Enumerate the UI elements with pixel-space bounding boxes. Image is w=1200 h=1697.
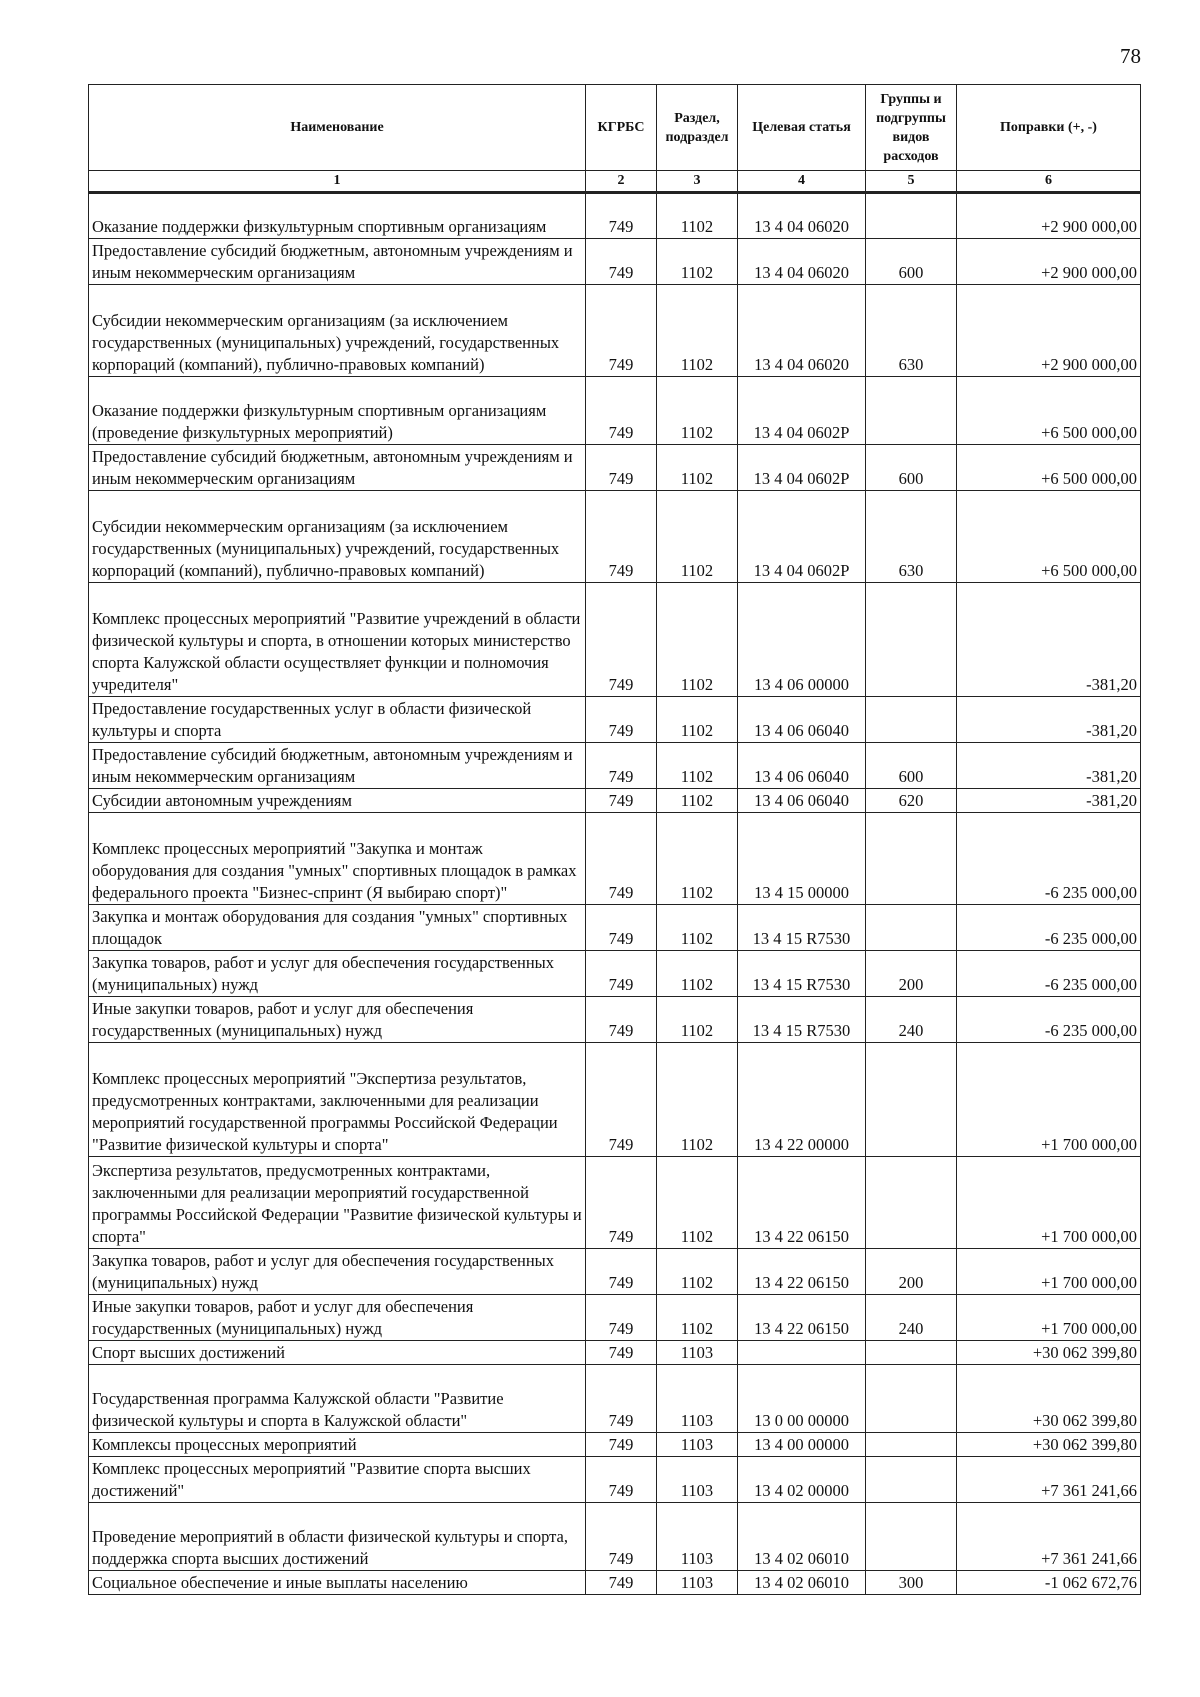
row-expense-group-cell — [866, 1157, 957, 1249]
row-kgrbs-cell: 749 — [586, 1043, 657, 1157]
row-expense-group-cell: 200 — [866, 1249, 957, 1295]
row-target-article-cell: 13 4 04 0602Р — [738, 445, 866, 491]
header-amendments: Поправки (+, -) — [957, 85, 1141, 171]
row-kgrbs-cell: 749 — [586, 1457, 657, 1503]
row-expense-group-cell — [866, 1043, 957, 1157]
row-razdel-cell: 1102 — [657, 951, 738, 997]
row-razdel-cell: 1103 — [657, 1433, 738, 1457]
row-target-article-cell: 13 4 15 R7530 — [738, 997, 866, 1043]
row-name-cell: Социальное обеспечение и иные выплаты населению — [89, 1571, 586, 1595]
table-row — [89, 445, 1141, 491]
table-row — [89, 239, 1141, 285]
row-name-cell: Комплекс процессных мероприятий "Закупка и монтаж оборудования для создания "умных" спортивных площадок в рамках федерального проекта "Бизнес-спринт (Я выбираю спорт)" — [89, 813, 586, 905]
row-kgrbs-cell: 749 — [586, 193, 657, 239]
row-expense-group-cell — [866, 1503, 957, 1571]
row-target-article-cell: 13 4 22 06150 — [738, 1157, 866, 1249]
table-row — [89, 813, 1141, 905]
table-row — [89, 491, 1141, 583]
header-kgrbs: КГРБС — [586, 85, 657, 171]
row-expense-group-cell — [866, 1457, 957, 1503]
row-amount-cell: -6 235 000,00 — [957, 905, 1141, 951]
row-amount-cell: +7 361 241,66 — [957, 1457, 1141, 1503]
table-row — [89, 743, 1141, 789]
row-razdel-cell: 1103 — [657, 1503, 738, 1571]
row-expense-group-cell — [866, 1341, 957, 1365]
row-expense-group-cell: 300 — [866, 1571, 957, 1595]
row-amount-cell: +6 500 000,00 — [957, 491, 1141, 583]
row-kgrbs-cell: 749 — [586, 1157, 657, 1249]
row-name-cell: Субсидии автономным учреждениям — [89, 789, 586, 813]
row-razdel-cell: 1103 — [657, 1457, 738, 1503]
row-amount-cell: +7 361 241,66 — [957, 1503, 1141, 1571]
row-name-cell: Закупка товаров, работ и услуг для обеспечения государственных (муниципальных) нужд — [89, 951, 586, 997]
row-razdel-cell: 1102 — [657, 905, 738, 951]
row-target-article-cell: 13 4 15 R7530 — [738, 905, 866, 951]
row-razdel-cell: 1102 — [657, 813, 738, 905]
row-kgrbs-cell: 749 — [586, 377, 657, 445]
table-row — [89, 1571, 1141, 1595]
row-target-article-cell: 13 4 02 06010 — [738, 1571, 866, 1595]
row-amount-cell: +30 062 399,80 — [957, 1341, 1141, 1365]
table-row — [89, 193, 1141, 239]
row-name-cell: Государственная программа Калужской области "Развитие физической культуры и спорта в Калужской области" — [89, 1365, 586, 1433]
row-expense-group-cell — [866, 697, 957, 743]
row-expense-group-cell: 600 — [866, 445, 957, 491]
row-name-cell: Субсидии некоммерческим организациям (за исключением государственных (муниципальных) учреждений, государственных корпораций (компаний), публично-правовых компаний) — [89, 491, 586, 583]
row-target-article-cell: 13 4 15 R7530 — [738, 951, 866, 997]
row-kgrbs-cell: 749 — [586, 1341, 657, 1365]
row-expense-group-cell: 620 — [866, 789, 957, 813]
table-row — [89, 697, 1141, 743]
row-amount-cell: -6 235 000,00 — [957, 997, 1141, 1043]
table-row — [89, 1365, 1141, 1433]
row-expense-group-cell — [866, 583, 957, 697]
row-name-cell: Субсидии некоммерческим организациям (за исключением государственных (муниципальных) учреждений, государственных корпораций (компаний), публично-правовых компаний) — [89, 285, 586, 377]
table-row — [89, 583, 1141, 697]
row-target-article-cell: 13 4 02 06010 — [738, 1503, 866, 1571]
row-target-article-cell: 13 4 04 06020 — [738, 193, 866, 239]
row-amount-cell: +6 500 000,00 — [957, 377, 1141, 445]
row-name-cell: Иные закупки товаров, работ и услуг для обеспечения государственных (муниципальных) нужд — [89, 1295, 586, 1341]
row-expense-group-cell — [866, 905, 957, 951]
table-row — [89, 1503, 1141, 1571]
row-target-article-cell — [738, 1341, 866, 1365]
row-expense-group-cell — [866, 377, 957, 445]
row-kgrbs-cell: 749 — [586, 743, 657, 789]
row-amount-cell: -381,20 — [957, 789, 1141, 813]
row-name-cell: Комплекс процессных мероприятий "Экспертиза результатов, предусмотренных контрактами, заключенными для реализации мероприятий государственной программы Российской Федерации "Развитие физической культуры и спорта" — [89, 1043, 586, 1157]
row-name-cell: Оказание поддержки физкультурным спортивным организациям (проведение физкультурных мероприятий) — [89, 377, 586, 445]
row-amount-cell: -6 235 000,00 — [957, 813, 1141, 905]
table-row — [89, 951, 1141, 997]
column-number: 5 — [866, 171, 957, 193]
row-target-article-cell: 13 4 22 06150 — [738, 1249, 866, 1295]
row-name-cell: Комплекс процессных мероприятий "Развитие спорта высших достижений" — [89, 1457, 586, 1503]
table-row — [89, 1157, 1141, 1249]
row-target-article-cell: 13 4 06 00000 — [738, 583, 866, 697]
row-name-cell: Предоставление субсидий бюджетным, автономным учреждениям и иным некоммерческим организациям — [89, 445, 586, 491]
row-expense-group-cell: 630 — [866, 491, 957, 583]
row-target-article-cell: 13 4 04 06020 — [738, 239, 866, 285]
row-kgrbs-cell: 749 — [586, 951, 657, 997]
row-expense-group-cell: 600 — [866, 743, 957, 789]
row-razdel-cell: 1102 — [657, 743, 738, 789]
row-razdel-cell: 1102 — [657, 445, 738, 491]
row-kgrbs-cell: 749 — [586, 789, 657, 813]
row-amount-cell: +30 062 399,80 — [957, 1365, 1141, 1433]
row-kgrbs-cell: 749 — [586, 1365, 657, 1433]
row-razdel-cell: 1102 — [657, 1249, 738, 1295]
row-amount-cell: +1 700 000,00 — [957, 1295, 1141, 1341]
row-amount-cell: +2 900 000,00 — [957, 193, 1141, 239]
row-name-cell: Закупка товаров, работ и услуг для обеспечения государственных (муниципальных) нужд — [89, 1249, 586, 1295]
row-kgrbs-cell: 749 — [586, 1295, 657, 1341]
row-target-article-cell: 13 4 15 00000 — [738, 813, 866, 905]
row-kgrbs-cell: 749 — [586, 905, 657, 951]
row-amount-cell: -6 235 000,00 — [957, 951, 1141, 997]
row-name-cell: Экспертиза результатов, предусмотренных контрактами, заключенными для реализации мероприятий государственной программы Российской Федерации "Развитие физической культуры и спорта" — [89, 1157, 586, 1249]
column-number: 2 — [586, 171, 657, 193]
row-razdel-cell: 1102 — [657, 697, 738, 743]
row-amount-cell: +1 700 000,00 — [957, 1043, 1141, 1157]
row-kgrbs-cell: 749 — [586, 813, 657, 905]
row-expense-group-cell: 200 — [866, 951, 957, 997]
row-razdel-cell: 1102 — [657, 239, 738, 285]
row-target-article-cell: 13 4 04 0602Р — [738, 491, 866, 583]
row-kgrbs-cell: 749 — [586, 491, 657, 583]
row-target-article-cell: 13 4 04 0602Р — [738, 377, 866, 445]
table-row — [89, 1341, 1141, 1365]
row-razdel-cell: 1103 — [657, 1341, 738, 1365]
row-expense-group-cell: 630 — [866, 285, 957, 377]
header-expense-group: Группы и подгруппы видов расходов — [866, 85, 957, 171]
row-expense-group-cell — [866, 193, 957, 239]
row-name-cell: Иные закупки товаров, работ и услуг для обеспечения государственных (муниципальных) нужд — [89, 997, 586, 1043]
row-kgrbs-cell: 749 — [586, 583, 657, 697]
row-expense-group-cell — [866, 813, 957, 905]
row-name-cell: Предоставление субсидий бюджетным, автономным учреждениям и иным некоммерческим организациям — [89, 239, 586, 285]
row-kgrbs-cell: 749 — [586, 1249, 657, 1295]
row-razdel-cell: 1102 — [657, 491, 738, 583]
row-kgrbs-cell: 749 — [586, 1433, 657, 1457]
row-name-cell: Закупка и монтаж оборудования для создания "умных" спортивных площадок — [89, 905, 586, 951]
row-razdel-cell: 1102 — [657, 377, 738, 445]
row-target-article-cell: 13 4 00 00000 — [738, 1433, 866, 1457]
row-expense-group-cell: 240 — [866, 997, 957, 1043]
row-expense-group-cell — [866, 1365, 957, 1433]
table-row — [89, 905, 1141, 951]
table-row — [89, 1433, 1141, 1457]
row-amount-cell: -1 062 672,76 — [957, 1571, 1141, 1595]
row-name-cell: Спорт высших достижений — [89, 1341, 586, 1365]
row-amount-cell: -381,20 — [957, 583, 1141, 697]
row-name-cell: Комплексы процессных мероприятий — [89, 1433, 586, 1457]
row-target-article-cell: 13 4 22 06150 — [738, 1295, 866, 1341]
row-kgrbs-cell: 749 — [586, 697, 657, 743]
table-row — [89, 285, 1141, 377]
row-razdel-cell: 1103 — [657, 1365, 738, 1433]
row-name-cell: Предоставление субсидий бюджетным, автономным учреждениям и иным некоммерческим организациям — [89, 743, 586, 789]
row-razdel-cell: 1102 — [657, 1295, 738, 1341]
row-name-cell: Оказание поддержки физкультурным спортивным организациям — [89, 193, 586, 239]
row-razdel-cell: 1102 — [657, 583, 738, 697]
column-number: 6 — [957, 171, 1141, 193]
row-target-article-cell: 13 4 04 06020 — [738, 285, 866, 377]
table-row — [89, 1249, 1141, 1295]
row-kgrbs-cell: 749 — [586, 997, 657, 1043]
row-kgrbs-cell: 749 — [586, 1571, 657, 1595]
header-razdel: Раздел, подраздел — [657, 85, 738, 171]
row-expense-group-cell: 240 — [866, 1295, 957, 1341]
row-expense-group-cell — [866, 1433, 957, 1457]
row-razdel-cell: 1102 — [657, 285, 738, 377]
row-razdel-cell: 1102 — [657, 997, 738, 1043]
row-razdel-cell: 1102 — [657, 1157, 738, 1249]
row-target-article-cell: 13 4 06 06040 — [738, 789, 866, 813]
table-row — [89, 1457, 1141, 1503]
row-kgrbs-cell: 749 — [586, 239, 657, 285]
row-target-article-cell: 13 4 22 00000 — [738, 1043, 866, 1157]
row-kgrbs-cell: 749 — [586, 445, 657, 491]
row-amount-cell: +1 700 000,00 — [957, 1249, 1141, 1295]
row-amount-cell: +2 900 000,00 — [957, 239, 1141, 285]
header-name: Наименование — [89, 85, 586, 171]
row-name-cell: Комплекс процессных мероприятий "Развитие учреждений в области физической культуры и спорта, в отношении которых министерство спорта Калужской области осуществляет функции и полномочия учредителя" — [89, 583, 586, 697]
page-number: 78 — [1120, 44, 1141, 68]
row-expense-group-cell: 600 — [866, 239, 957, 285]
row-razdel-cell: 1102 — [657, 1043, 738, 1157]
row-amount-cell: -381,20 — [957, 697, 1141, 743]
table-row — [89, 377, 1141, 445]
row-kgrbs-cell: 749 — [586, 285, 657, 377]
table-row — [89, 789, 1141, 813]
column-number: 3 — [657, 171, 738, 193]
row-amount-cell: +30 062 399,80 — [957, 1433, 1141, 1457]
row-kgrbs-cell: 749 — [586, 1503, 657, 1571]
row-target-article-cell: 13 0 00 00000 — [738, 1365, 866, 1433]
row-amount-cell: +2 900 000,00 — [957, 285, 1141, 377]
row-razdel-cell: 1102 — [657, 789, 738, 813]
row-razdel-cell: 1103 — [657, 1571, 738, 1595]
header-target-article: Целевая статья — [738, 85, 866, 171]
table-row — [89, 1295, 1141, 1341]
row-target-article-cell: 13 4 02 00000 — [738, 1457, 866, 1503]
row-amount-cell: +1 700 000,00 — [957, 1157, 1141, 1249]
budget-amendments-table — [88, 84, 1141, 1595]
column-number: 4 — [738, 171, 866, 193]
table-row — [89, 1043, 1141, 1157]
table-row — [89, 997, 1141, 1043]
row-name-cell: Проведение мероприятий в области физической культуры и спорта, поддержка спорта высших достижений — [89, 1503, 586, 1571]
row-amount-cell: +6 500 000,00 — [957, 445, 1141, 491]
row-amount-cell: -381,20 — [957, 743, 1141, 789]
row-target-article-cell: 13 4 06 06040 — [738, 743, 866, 789]
column-number: 1 — [89, 171, 586, 193]
row-razdel-cell: 1102 — [657, 193, 738, 239]
row-name-cell: Предоставление государственных услуг в области физической культуры и спорта — [89, 697, 586, 743]
row-target-article-cell: 13 4 06 06040 — [738, 697, 866, 743]
